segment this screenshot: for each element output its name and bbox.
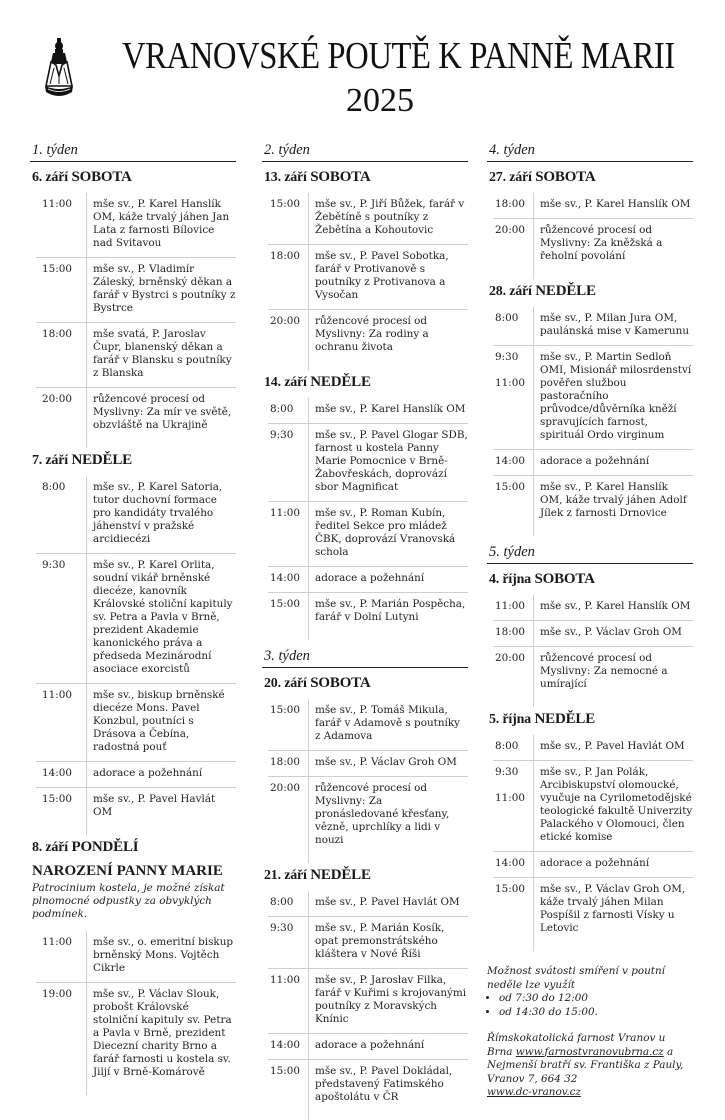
week-heading: 5. týden [487,542,693,564]
event-description: mše sv., P. Pavel Havlát OM [315,896,460,908]
event-time [493,761,534,851]
event-time [268,891,309,916]
event-row [493,852,693,878]
day-heading [264,169,468,186]
event-time-value: 11:00 [42,936,72,948]
event-time-value: 14:00 [270,572,300,584]
event-row [268,1034,468,1060]
event-time [36,684,87,761]
day-weekday: SOBOTA [310,169,371,185]
event-description: mše sv., P. Karel Satoria, tutor duchovní formace pro kandidáty trvalého jáhenství v pražské arcidiecézi [93,481,223,545]
event-description: mše sv., P. Jan Polák, Arcibiskupství olomoucké, vyučuje na Cyrilometodějské teologické fakultě Univerzity Palackého v Olomouci, člen etické komise [540,766,693,843]
event-row [36,684,236,762]
event-list [36,931,236,1095]
event-time-value: 9:30 [42,559,66,571]
event-row [268,1060,468,1120]
event-row [268,567,468,593]
event-time [268,969,309,1033]
event-time-value: 11:00 [495,377,525,389]
event-time [268,777,309,863]
event-time [493,219,534,279]
page-header [0,0,725,130]
event-description: mše sv., o. emeritní biskup brněnský Mons. Vojtěch Cikrle [93,936,234,974]
event-time-value: 18:00 [495,198,525,210]
day-date: 4. října [489,572,531,587]
event-time [36,788,87,835]
event-row [36,323,236,388]
event-time [268,1060,309,1120]
week-heading: 3. týden [262,646,468,668]
event-row [36,931,236,983]
event-description: mše sv., P. Karel Orlita, soudní vikář brněnské diecéze, kanovník Královské stoliční kapituly sv. Petra a Pavla v Brně, prezident Akademie kanonického práva a předseda Mezinárodní asociace exorcistů [93,559,233,675]
event-time-value: 18:00 [270,250,300,262]
event-time [493,476,534,536]
event-time [268,593,309,640]
day-date: 7. září [32,453,68,468]
event-time [493,878,534,951]
event-description: růžencové procesí od Myslivny: Za nemocné a umírající [540,652,668,690]
event-row [268,502,468,567]
event-time [36,554,87,683]
event-time [493,852,534,877]
event-time [268,751,309,776]
event-time-value: 15:00 [495,481,525,493]
event-row [268,917,468,969]
event-list [493,193,693,279]
day-heading [264,867,468,884]
day-date: 27. září [489,170,532,185]
day-date: 6. září [32,170,68,185]
day-weekday: NEDĚLE [534,711,596,727]
contact-parish: Římskokatolická farnost Vranov u Brna [487,1032,666,1058]
event-row [36,554,236,684]
event-description: adorace a požehnání [540,857,650,869]
event-row [36,983,236,1095]
day-date: 14. září [264,375,307,390]
event-list [493,735,693,951]
event-time-value: 20:00 [270,315,300,327]
event-row [268,891,468,917]
event-list [36,476,236,835]
event-time-value: 19:00 [42,988,72,1000]
event-time [36,762,87,787]
day-weekday: SOBOTA [535,169,596,185]
event-time-value: 11:00 [270,974,300,986]
event-time [36,931,87,982]
day-heading [489,169,693,186]
event-row [36,476,236,554]
event-row [493,621,693,647]
event-time [36,258,87,322]
day-heading [32,839,236,856]
event-description: mše sv., P. Roman Kubín, ředitel Sekce pro mládež ČBK, doprovází Vranovská schola [315,507,456,558]
event-description: mše sv., P. Karel Hanslík OM [315,403,466,415]
contact-block [487,1032,693,1100]
event-description: mše sv., P. Karel Hanslík OM, káže trvalý jáhen Adolf Jílek z farnosti Drnovice [540,481,687,519]
event-time-value: 18:00 [42,328,72,340]
event-time-value: 15:00 [270,198,300,210]
parish-website-link[interactable]: www.farnostvranovubrna.cz [515,1045,664,1058]
event-time-value: 11:00 [495,792,525,804]
confession-times [487,992,693,1019]
week-heading: 4. týden [487,140,693,162]
day-heading [489,571,693,588]
day-date: 13. září [264,170,307,185]
event-time-value: 18:00 [495,626,525,638]
event-list [268,398,468,640]
event-time-value: 14:00 [495,857,525,869]
day-heading [32,169,236,186]
event-row [36,193,236,258]
event-description: mše svatá, P. Jaroslav Čupr, blanenský děkan a farář v Blansku s poutníky z Blanska [93,328,232,379]
event-row [268,777,468,863]
event-time-value: 11:00 [270,507,300,519]
page-title: VRANOVSKÉ POUTĚ K PANNĚ MARII [122,35,675,77]
day-heading [32,452,236,469]
event-time [268,1034,309,1059]
event-time-value: 15:00 [270,1065,300,1077]
event-time-value: 20:00 [495,224,525,236]
event-description: mše sv., P. Pavel Sobotka, farář v Protivanově s poutníky z Protivanova a Vysočan [315,250,449,301]
event-description: mše sv., P. Martin Sedloň OMI, Misionář milosrdenství pověřen službou pastoračního průvodce/důvěrníka kněží spravujících farnost, spirituál Ordo virginum [540,351,692,441]
event-time [493,193,534,218]
event-time [268,567,309,592]
event-time [268,245,309,309]
event-list [493,307,693,536]
day-date: 5. října [489,712,531,727]
day-weekday: SOBOTA [310,675,371,691]
event-time [36,193,87,257]
event-time-value: 15:00 [270,598,300,610]
event-row [268,398,468,424]
event-time [268,502,309,566]
event-time [493,621,534,646]
event-row [493,595,693,621]
day-weekday: SOBOTA [534,571,595,587]
event-description: mše sv., P. Václav Groh OM [315,756,457,768]
day-date: 20. září [264,676,307,691]
event-list [268,699,468,863]
event-time [268,398,309,423]
event-row [268,969,468,1034]
event-description: mše sv., P. Karel Hanslík OM [540,198,691,210]
event-description: růžencové procesí od Myslivny: Za pronásledované křesťany, vězně, uprchlíky a lidi v nouzi [315,782,450,846]
event-list [493,595,693,707]
event-description: mše sv., P. Vladimír Záleský, brněnský děkan a farář v Bystrci s poutníky z Bystrce [93,263,236,314]
event-description: růžencové procesí od Myslivny: Za kněžská a řeholní povolání [540,224,663,262]
event-time [268,193,309,244]
event-description: mše sv., P. Václav Groh OM, káže trvalý jáhen Milan Pospíšil z farnosti Vísky u Letovic [540,883,686,934]
confession-intro: Možnost svátosti smíření v poutní neděle lze využít [487,965,665,991]
event-row [268,310,468,370]
event-description: mše sv., P. Pavel Dokládal, představený Fatimského apoštolátu v ČR [315,1065,453,1103]
event-time-value: 8:00 [42,481,66,493]
event-time [268,917,309,968]
day-weekday: NEDĚLE [535,283,596,299]
order-website-link[interactable]: www.dc-vranov.cz [487,1086,581,1098]
event-row [268,424,468,502]
event-time-value: 11:00 [495,600,525,612]
event-time-value: 9:30 [270,429,294,441]
event-description: mše sv., P. Marián Kosík, opat premonstrátského kláštera v Nové Říši [315,922,445,960]
event-time [493,647,534,707]
event-row [36,762,236,788]
event-time-value: 8:00 [495,740,519,752]
schedule-column-2 [262,140,468,1120]
event-row [36,258,236,323]
day-weekday: NEDĚLE [71,452,132,468]
event-description: mše sv., P. Karel Hanslík OM [540,600,691,612]
event-row [36,788,236,835]
event-description: mše sv., P. Václav Slouk, probošt Královské stolniční kapituly sv. Petra a Pavla v Brně, prezident Diecezní charity Brno a farář farnosti u kostela sv. Jiljí v Brně-Komárově [93,988,232,1078]
event-description: růžencové procesí od Myslivny: Za rodiny a ochranu života [315,315,429,353]
event-row [493,476,693,536]
event-description: adorace a požehnání [315,572,425,584]
event-time-value: 15:00 [42,793,72,805]
event-row [36,388,236,448]
event-list [36,193,236,448]
event-description: mše sv., P. Václav Groh OM [540,626,682,638]
event-description: adorace a požehnání [540,455,650,467]
event-description: adorace a požehnání [93,767,203,779]
event-time-value: 14:00 [270,1039,300,1051]
event-description: růžencové procesí od Myslivny: Za mír ve světě, obzvláště na Ukrajině [93,393,232,431]
day-weekday: SOBOTA [71,169,132,185]
event-description: mše sv., P. Marián Pospěcha, farář v Dolní Lutyni [315,598,466,623]
event-time [36,983,87,1095]
event-row [493,761,693,852]
day-heading [489,711,693,728]
event-time-value: 20:00 [495,652,525,664]
event-time [493,735,534,760]
event-time [36,476,87,553]
day-weekday: NEDĚLE [310,867,371,883]
event-time [493,450,534,475]
day-weekday: PONDĚLÍ [71,839,139,855]
event-time-value: 9:30 [270,922,294,934]
event-description: mše sv., P. Pavel Havlát OM [93,793,216,818]
schedule-column-1 [30,140,236,1095]
schedule-column-3 [487,140,693,1100]
event-description: mše sv., P. Tomáš Mikula, farář v Adamově s poutníky z Adamova [315,704,461,742]
event-row [493,647,693,707]
event-time-value: 11:00 [42,689,72,701]
day-weekday: NEDĚLE [310,374,371,390]
event-time-value: 8:00 [270,896,294,908]
event-row [493,878,693,951]
event-row [493,219,693,279]
event-time-value: 14:00 [42,767,72,779]
event-time-value: 18:00 [270,756,300,768]
event-description: mše sv., P. Milan Jura OM, paulánská mise v Kamerunu [540,312,690,337]
event-time [493,307,534,345]
contact-order: a Nejmenší bratří sv. Františka z Pauly, Vranov 7, 664 32 [487,1045,684,1085]
event-row [268,699,468,751]
feast-note: Patrocinium kostela, je možné získat plnomocné odpustky za obvyklých podmínek. [32,882,225,920]
week-heading: 2. týden [262,140,468,162]
event-time-value: 15:00 [42,263,72,275]
confession-slot: • od 7:30 do 12:00 [499,992,693,1006]
event-time-value: 14:00 [495,455,525,467]
day-heading [264,675,468,692]
event-time-value: 11:00 [42,198,72,210]
week-heading: 1. týden [30,140,236,162]
page-year: 2025 [346,82,414,119]
event-time [36,388,87,448]
event-time [268,424,309,501]
event-description: adorace a požehnání [315,1039,425,1051]
event-description: mše sv., P. Pavel Havlát OM [540,740,685,752]
event-row [493,307,693,346]
feast-title: NAROZENÍ PANNY MARIE [32,863,223,879]
event-description: mše sv., P. Pavel Glogar SDB, farnost u kostela Panny Marie Pomocnice v Brně-Žabovřeskách, doprovází sbor Magnificat [315,429,468,493]
event-time [493,595,534,620]
event-description: mše sv., biskup brněnské diecéze Mons. Pavel Konzbul, poutníci s Drásova a Čebína, radostná pouť [93,689,225,753]
event-row [493,346,693,450]
confession-slot: • od 14:30 do 15:00. [499,1006,693,1020]
event-list [268,891,468,1120]
event-description: mše sv., P. Jaroslav Filka, farář v Kuřimi s krojovanými poutníky z Moravských Knínic [315,974,467,1025]
event-time-value: 8:00 [270,403,294,415]
day-heading [264,374,468,391]
event-description: mše sv., P. Karel Hanslík OM, káže trvalý jáhen Jan Lata z farnosti Bílovice nad Svitavou [93,198,230,249]
event-time [268,310,309,370]
event-description: mše sv., P. Jiří Bůžek, farář v Žebětíně s poutníky z Žebětína a Kohoutovic [315,198,465,236]
info-box [487,965,693,1100]
day-date: 21. září [264,868,307,883]
event-time-value: 9:30 [495,351,519,363]
day-date: 28. září [489,284,532,299]
event-time-value: 20:00 [42,393,72,405]
event-row [268,751,468,777]
event-row [493,193,693,219]
event-time-value: 9:30 [495,766,519,778]
event-time-value: 15:00 [270,704,300,716]
event-time-value: 15:00 [495,883,525,895]
event-time-value: 20:00 [270,782,300,794]
event-row [268,593,468,640]
day-heading [489,283,693,300]
event-row [493,735,693,761]
event-time-value: 8:00 [495,312,519,324]
day-date: 8. září [32,840,68,855]
event-time [493,346,534,449]
event-time [268,699,309,750]
event-row [268,193,468,245]
event-row [493,450,693,476]
event-list [268,193,468,370]
event-time [36,323,87,387]
event-row [268,245,468,310]
